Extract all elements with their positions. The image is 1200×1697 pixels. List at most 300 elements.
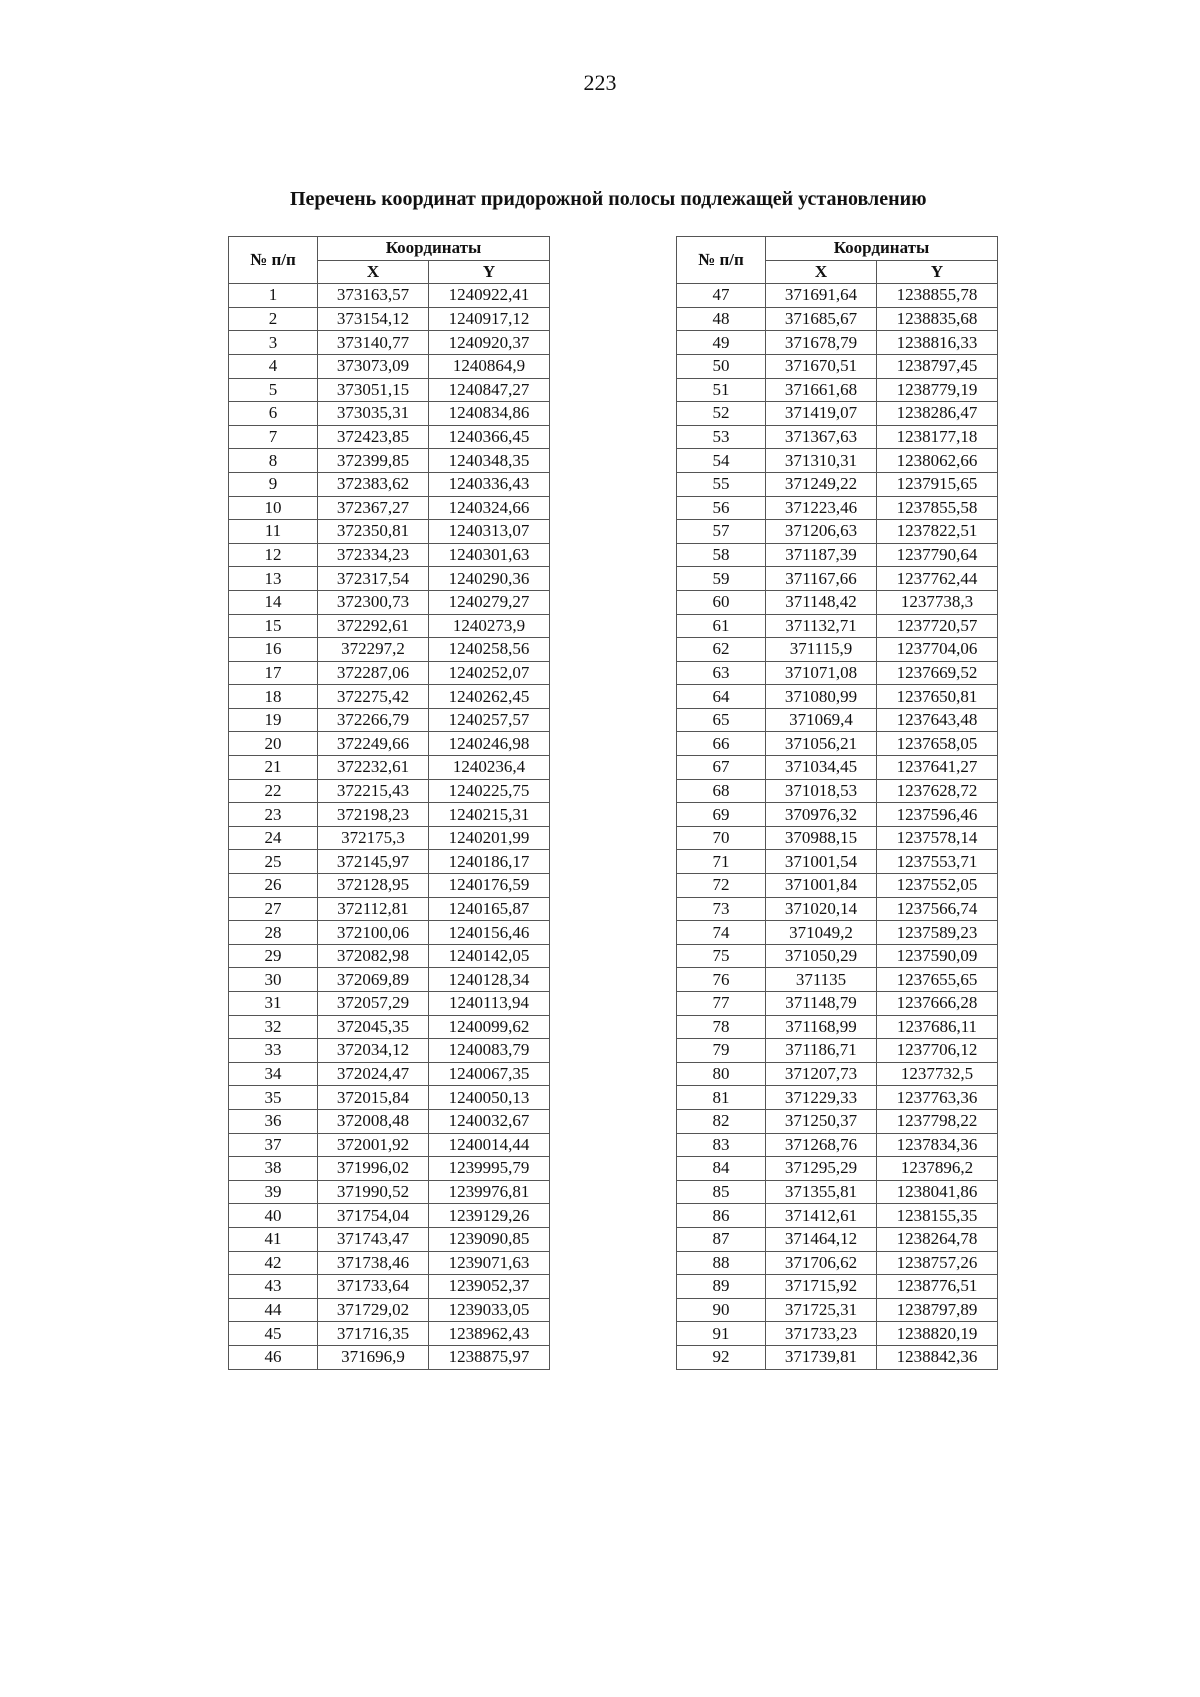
row-number: 67	[677, 756, 766, 780]
table-row	[229, 779, 550, 803]
coordinate-x: 371738,46	[318, 1251, 429, 1275]
row-number: 27	[229, 897, 318, 921]
coordinate-y: 1237790,64	[877, 543, 998, 567]
table-row	[229, 543, 550, 567]
row-number: 92	[677, 1345, 766, 1369]
table-row	[677, 378, 998, 402]
table-row	[677, 284, 998, 308]
coordinate-x: 372045,35	[318, 1015, 429, 1039]
coordinate-y: 1240156,46	[429, 921, 550, 945]
table-row	[229, 732, 550, 756]
table-row	[229, 1062, 550, 1086]
coordinate-x: 372232,61	[318, 756, 429, 780]
table-row	[229, 897, 550, 921]
coordinate-x: 372334,23	[318, 543, 429, 567]
coordinate-y: 1237855,58	[877, 496, 998, 520]
row-number: 12	[229, 543, 318, 567]
coordinate-x: 371715,92	[766, 1275, 877, 1299]
coordinate-y: 1238797,45	[877, 354, 998, 378]
table-row	[229, 1109, 550, 1133]
coordinate-x: 372198,23	[318, 803, 429, 827]
row-number: 78	[677, 1015, 766, 1039]
row-number: 80	[677, 1062, 766, 1086]
table-row	[677, 425, 998, 449]
coordinate-x: 371229,33	[766, 1086, 877, 1110]
table-row	[677, 402, 998, 426]
table-row	[677, 756, 998, 780]
coordinate-y: 1240113,94	[429, 992, 550, 1016]
row-number: 90	[677, 1298, 766, 1322]
coordinate-x: 371696,9	[318, 1345, 429, 1369]
table-row	[677, 1275, 998, 1299]
row-number: 34	[229, 1062, 318, 1086]
row-number: 77	[677, 992, 766, 1016]
coordinate-x: 371080,99	[766, 685, 877, 709]
row-number: 33	[229, 1039, 318, 1063]
table-row	[229, 921, 550, 945]
row-number: 26	[229, 874, 318, 898]
row-number: 35	[229, 1086, 318, 1110]
coordinate-y: 1240236,4	[429, 756, 550, 780]
table-row	[677, 1039, 998, 1063]
coordinate-x: 371167,66	[766, 567, 877, 591]
header-y: Y	[429, 260, 550, 284]
coordinate-y: 1239976,81	[429, 1180, 550, 1204]
row-number: 8	[229, 449, 318, 473]
page-number: 223	[583, 70, 617, 95]
coordinate-x: 371419,07	[766, 402, 877, 426]
coordinate-y: 1237655,65	[877, 968, 998, 992]
row-number: 79	[677, 1039, 766, 1063]
table-row	[677, 1157, 998, 1181]
row-number: 53	[677, 425, 766, 449]
coordinate-x: 371001,84	[766, 874, 877, 898]
row-number: 37	[229, 1133, 318, 1157]
coordinate-y: 1238816,33	[877, 331, 998, 355]
table-row	[229, 472, 550, 496]
coordinate-x: 371018,53	[766, 779, 877, 803]
coordinate-x: 371187,39	[766, 543, 877, 567]
coordinate-y: 1237669,52	[877, 661, 998, 685]
row-number: 86	[677, 1204, 766, 1228]
coordinate-x: 371295,29	[766, 1157, 877, 1181]
coordinate-x: 373051,15	[318, 378, 429, 402]
coordinate-x: 371743,47	[318, 1227, 429, 1251]
coordinate-y: 1240246,98	[429, 732, 550, 756]
row-number: 9	[229, 472, 318, 496]
coordinate-x: 371670,51	[766, 354, 877, 378]
coordinate-x: 371733,64	[318, 1275, 429, 1299]
table-row	[677, 331, 998, 355]
table-row	[229, 1180, 550, 1204]
coordinate-x: 371148,42	[766, 590, 877, 614]
coordinate-x: 372297,2	[318, 638, 429, 662]
coordinate-y: 1240225,75	[429, 779, 550, 803]
row-number: 87	[677, 1227, 766, 1251]
table-row	[229, 944, 550, 968]
row-number: 29	[229, 944, 318, 968]
row-number: 39	[229, 1180, 318, 1204]
table-row	[677, 1086, 998, 1110]
row-number: 17	[229, 661, 318, 685]
row-number: 14	[229, 590, 318, 614]
coordinate-y: 1238776,51	[877, 1275, 998, 1299]
table-row	[677, 472, 998, 496]
coordinate-x: 371148,79	[766, 992, 877, 1016]
coordinate-x: 371034,45	[766, 756, 877, 780]
table-row	[229, 1227, 550, 1251]
table-row	[229, 685, 550, 709]
coordinate-x: 371050,29	[766, 944, 877, 968]
coordinate-y: 1237553,71	[877, 850, 998, 874]
row-number: 23	[229, 803, 318, 827]
table-row	[229, 968, 550, 992]
table-row	[677, 732, 998, 756]
row-number: 20	[229, 732, 318, 756]
table-row	[229, 756, 550, 780]
coordinate-x: 371706,62	[766, 1251, 877, 1275]
table-row	[677, 779, 998, 803]
header-y: Y	[877, 260, 998, 284]
table-row	[677, 1204, 998, 1228]
coordinate-y: 1237650,81	[877, 685, 998, 709]
coordinate-x: 371268,76	[766, 1133, 877, 1157]
row-number: 49	[677, 331, 766, 355]
table-row	[229, 614, 550, 638]
row-number: 62	[677, 638, 766, 662]
coordinate-x: 371990,52	[318, 1180, 429, 1204]
header-x: X	[318, 260, 429, 284]
coordinate-x: 371049,2	[766, 921, 877, 945]
table-row	[677, 826, 998, 850]
coordinate-x: 371464,12	[766, 1227, 877, 1251]
coordinate-x: 370988,15	[766, 826, 877, 850]
table-row	[677, 1298, 998, 1322]
table-row	[677, 803, 998, 827]
table-row	[677, 1251, 998, 1275]
coordinates-table-right	[676, 236, 998, 1370]
header-x: X	[766, 260, 877, 284]
row-number: 88	[677, 1251, 766, 1275]
row-number: 66	[677, 732, 766, 756]
coordinate-x: 372057,29	[318, 992, 429, 1016]
table-row	[677, 638, 998, 662]
row-number: 54	[677, 449, 766, 473]
coordinate-y: 1240273,9	[429, 614, 550, 638]
table-row	[229, 307, 550, 331]
table-row	[677, 1322, 998, 1346]
table-row	[677, 520, 998, 544]
table-row	[677, 354, 998, 378]
coordinate-y: 1240201,99	[429, 826, 550, 850]
coordinate-x: 373140,77	[318, 331, 429, 355]
coordinate-y: 1237706,12	[877, 1039, 998, 1063]
table-row	[677, 1062, 998, 1086]
coordinate-x: 371733,23	[766, 1322, 877, 1346]
coordinate-x: 371135	[766, 968, 877, 992]
table-row	[677, 921, 998, 945]
coordinate-y: 1240014,44	[429, 1133, 550, 1157]
header-num: № п/п	[229, 237, 318, 284]
table-row	[229, 449, 550, 473]
coordinate-x: 372383,62	[318, 472, 429, 496]
row-number: 44	[229, 1298, 318, 1322]
coordinate-y: 1240258,56	[429, 638, 550, 662]
row-number: 65	[677, 708, 766, 732]
coordinate-x: 372399,85	[318, 449, 429, 473]
table-row	[229, 1157, 550, 1181]
table-row	[229, 520, 550, 544]
table-row	[229, 331, 550, 355]
row-number: 60	[677, 590, 766, 614]
coordinate-x: 371115,9	[766, 638, 877, 662]
row-number: 3	[229, 331, 318, 355]
coordinate-x: 371678,79	[766, 331, 877, 355]
coordinate-y: 1237628,72	[877, 779, 998, 803]
table-row	[229, 1039, 550, 1063]
table-row	[677, 1180, 998, 1204]
table-row	[229, 1133, 550, 1157]
coordinate-x: 371206,63	[766, 520, 877, 544]
coordinate-y: 1239995,79	[429, 1157, 550, 1181]
row-number: 45	[229, 1322, 318, 1346]
coordinate-y: 1240165,87	[429, 897, 550, 921]
table-row	[677, 661, 998, 685]
coordinate-x: 373073,09	[318, 354, 429, 378]
coordinate-y: 1238286,47	[877, 402, 998, 426]
table-row	[229, 496, 550, 520]
table-row	[677, 874, 998, 898]
row-number: 7	[229, 425, 318, 449]
coordinate-y: 1240324,66	[429, 496, 550, 520]
row-number: 85	[677, 1180, 766, 1204]
row-number: 63	[677, 661, 766, 685]
coordinate-x: 371310,31	[766, 449, 877, 473]
coordinate-y: 1240215,31	[429, 803, 550, 827]
row-number: 57	[677, 520, 766, 544]
coordinate-y: 1238062,66	[877, 449, 998, 473]
coordinate-y: 1237915,65	[877, 472, 998, 496]
coordinate-x: 371071,08	[766, 661, 877, 685]
row-number: 42	[229, 1251, 318, 1275]
coordinate-y: 1237658,05	[877, 732, 998, 756]
coordinate-x: 372069,89	[318, 968, 429, 992]
coordinate-y: 1237590,09	[877, 944, 998, 968]
coordinate-y: 1238835,68	[877, 307, 998, 331]
coordinate-y: 1240290,36	[429, 567, 550, 591]
coordinate-x: 372024,47	[318, 1062, 429, 1086]
table-row	[677, 614, 998, 638]
coordinate-x: 371056,21	[766, 732, 877, 756]
coordinate-y: 1240067,35	[429, 1062, 550, 1086]
coordinate-x: 371250,37	[766, 1109, 877, 1133]
coordinate-y: 1238041,86	[877, 1180, 998, 1204]
table-row	[677, 685, 998, 709]
row-number: 68	[677, 779, 766, 803]
table-row	[677, 307, 998, 331]
row-number: 74	[677, 921, 766, 945]
row-number: 13	[229, 567, 318, 591]
table-row	[677, 1133, 998, 1157]
coordinate-y: 1237822,51	[877, 520, 998, 544]
row-number: 55	[677, 472, 766, 496]
coordinate-x: 372317,54	[318, 567, 429, 591]
table-row	[229, 1275, 550, 1299]
coordinate-x: 371207,73	[766, 1062, 877, 1086]
coordinate-x: 372266,79	[318, 708, 429, 732]
coordinate-y: 1237578,14	[877, 826, 998, 850]
table-row	[677, 449, 998, 473]
table-row	[229, 1204, 550, 1228]
row-number: 15	[229, 614, 318, 638]
coordinate-y: 1237686,11	[877, 1015, 998, 1039]
row-number: 59	[677, 567, 766, 591]
table-row	[677, 1015, 998, 1039]
coordinate-x: 371168,99	[766, 1015, 877, 1039]
coordinate-x: 372112,81	[318, 897, 429, 921]
row-number: 40	[229, 1204, 318, 1228]
row-number: 64	[677, 685, 766, 709]
coordinate-x: 371725,31	[766, 1298, 877, 1322]
coordinate-y: 1237589,23	[877, 921, 998, 945]
coordinate-x: 372175,3	[318, 826, 429, 850]
coordinate-x: 372128,95	[318, 874, 429, 898]
row-number: 46	[229, 1345, 318, 1369]
coordinate-y: 1238779,19	[877, 378, 998, 402]
coordinate-y: 1240917,12	[429, 307, 550, 331]
coordinate-y: 1238875,97	[429, 1345, 550, 1369]
coordinate-y: 1239129,26	[429, 1204, 550, 1228]
coordinate-y: 1240864,9	[429, 354, 550, 378]
coordinate-y: 1238264,78	[877, 1227, 998, 1251]
row-number: 28	[229, 921, 318, 945]
coordinate-y: 1240176,59	[429, 874, 550, 898]
row-number: 5	[229, 378, 318, 402]
table-row	[677, 897, 998, 921]
table-row	[677, 496, 998, 520]
coordinate-y: 1238820,19	[877, 1322, 998, 1346]
row-number: 58	[677, 543, 766, 567]
coordinate-x: 372287,06	[318, 661, 429, 685]
coordinate-x: 372300,73	[318, 590, 429, 614]
coordinate-y: 1239090,85	[429, 1227, 550, 1251]
coordinate-y: 1240186,17	[429, 850, 550, 874]
coordinate-x: 371249,22	[766, 472, 877, 496]
coordinate-x: 370976,32	[766, 803, 877, 827]
coordinate-y: 1238155,35	[877, 1204, 998, 1228]
coordinate-x: 372249,66	[318, 732, 429, 756]
row-number: 75	[677, 944, 766, 968]
coordinate-x: 372034,12	[318, 1039, 429, 1063]
coordinate-y: 1240262,45	[429, 685, 550, 709]
table-row	[677, 850, 998, 874]
coordinate-y: 1240142,05	[429, 944, 550, 968]
coordinate-y: 1240257,57	[429, 708, 550, 732]
coordinate-y: 1237666,28	[877, 992, 998, 1016]
table-row	[229, 402, 550, 426]
coordinate-y: 1240279,27	[429, 590, 550, 614]
coordinate-x: 371661,68	[766, 378, 877, 402]
row-number: 38	[229, 1157, 318, 1181]
coordinate-x: 372001,92	[318, 1133, 429, 1157]
row-number: 43	[229, 1275, 318, 1299]
row-number: 84	[677, 1157, 766, 1181]
header-coordinates: Координаты	[766, 237, 998, 261]
row-number: 70	[677, 826, 766, 850]
coordinate-y: 1237641,27	[877, 756, 998, 780]
header-coordinates: Координаты	[318, 237, 550, 261]
coordinate-x: 371691,64	[766, 284, 877, 308]
row-number: 6	[229, 402, 318, 426]
table-row	[229, 1086, 550, 1110]
coordinate-x: 372015,84	[318, 1086, 429, 1110]
coordinate-y: 1237596,46	[877, 803, 998, 827]
coordinate-x: 371367,63	[766, 425, 877, 449]
coordinate-x: 371754,04	[318, 1204, 429, 1228]
row-number: 24	[229, 826, 318, 850]
coordinate-y: 1240050,13	[429, 1086, 550, 1110]
row-number: 51	[677, 378, 766, 402]
coordinate-x: 372100,06	[318, 921, 429, 945]
row-number: 31	[229, 992, 318, 1016]
table-row	[677, 944, 998, 968]
row-number: 30	[229, 968, 318, 992]
coordinate-y: 1240366,45	[429, 425, 550, 449]
coordinate-x: 371223,46	[766, 496, 877, 520]
table-row	[229, 284, 550, 308]
coordinate-y: 1240834,86	[429, 402, 550, 426]
table-row	[229, 826, 550, 850]
row-number: 56	[677, 496, 766, 520]
coordinate-y: 1237566,74	[877, 897, 998, 921]
coordinate-y: 1240099,62	[429, 1015, 550, 1039]
row-number: 71	[677, 850, 766, 874]
table-row	[677, 1345, 998, 1369]
table-row	[677, 708, 998, 732]
row-number: 73	[677, 897, 766, 921]
coordinate-x: 371355,81	[766, 1180, 877, 1204]
table-row	[229, 354, 550, 378]
coordinate-y: 1240348,35	[429, 449, 550, 473]
table-row	[677, 1227, 998, 1251]
coordinate-y: 1238757,26	[877, 1251, 998, 1275]
row-number: 82	[677, 1109, 766, 1133]
row-number: 10	[229, 496, 318, 520]
row-number: 36	[229, 1109, 318, 1133]
coordinate-y: 1240032,67	[429, 1109, 550, 1133]
table-row	[229, 1298, 550, 1322]
coordinate-x: 372145,97	[318, 850, 429, 874]
coordinate-y: 1237798,22	[877, 1109, 998, 1133]
row-number: 48	[677, 307, 766, 331]
row-number: 1	[229, 284, 318, 308]
coordinate-y: 1240083,79	[429, 1039, 550, 1063]
coordinate-x: 372350,81	[318, 520, 429, 544]
row-number: 22	[229, 779, 318, 803]
row-number: 11	[229, 520, 318, 544]
coordinate-x: 371716,35	[318, 1322, 429, 1346]
coordinate-x: 371132,71	[766, 614, 877, 638]
table-row	[677, 567, 998, 591]
table-row	[229, 1015, 550, 1039]
coordinate-x: 371020,14	[766, 897, 877, 921]
row-number: 72	[677, 874, 766, 898]
row-number: 32	[229, 1015, 318, 1039]
table-row	[677, 1109, 998, 1133]
coordinate-y: 1238797,89	[877, 1298, 998, 1322]
header-num: № п/п	[677, 237, 766, 284]
row-number: 2	[229, 307, 318, 331]
